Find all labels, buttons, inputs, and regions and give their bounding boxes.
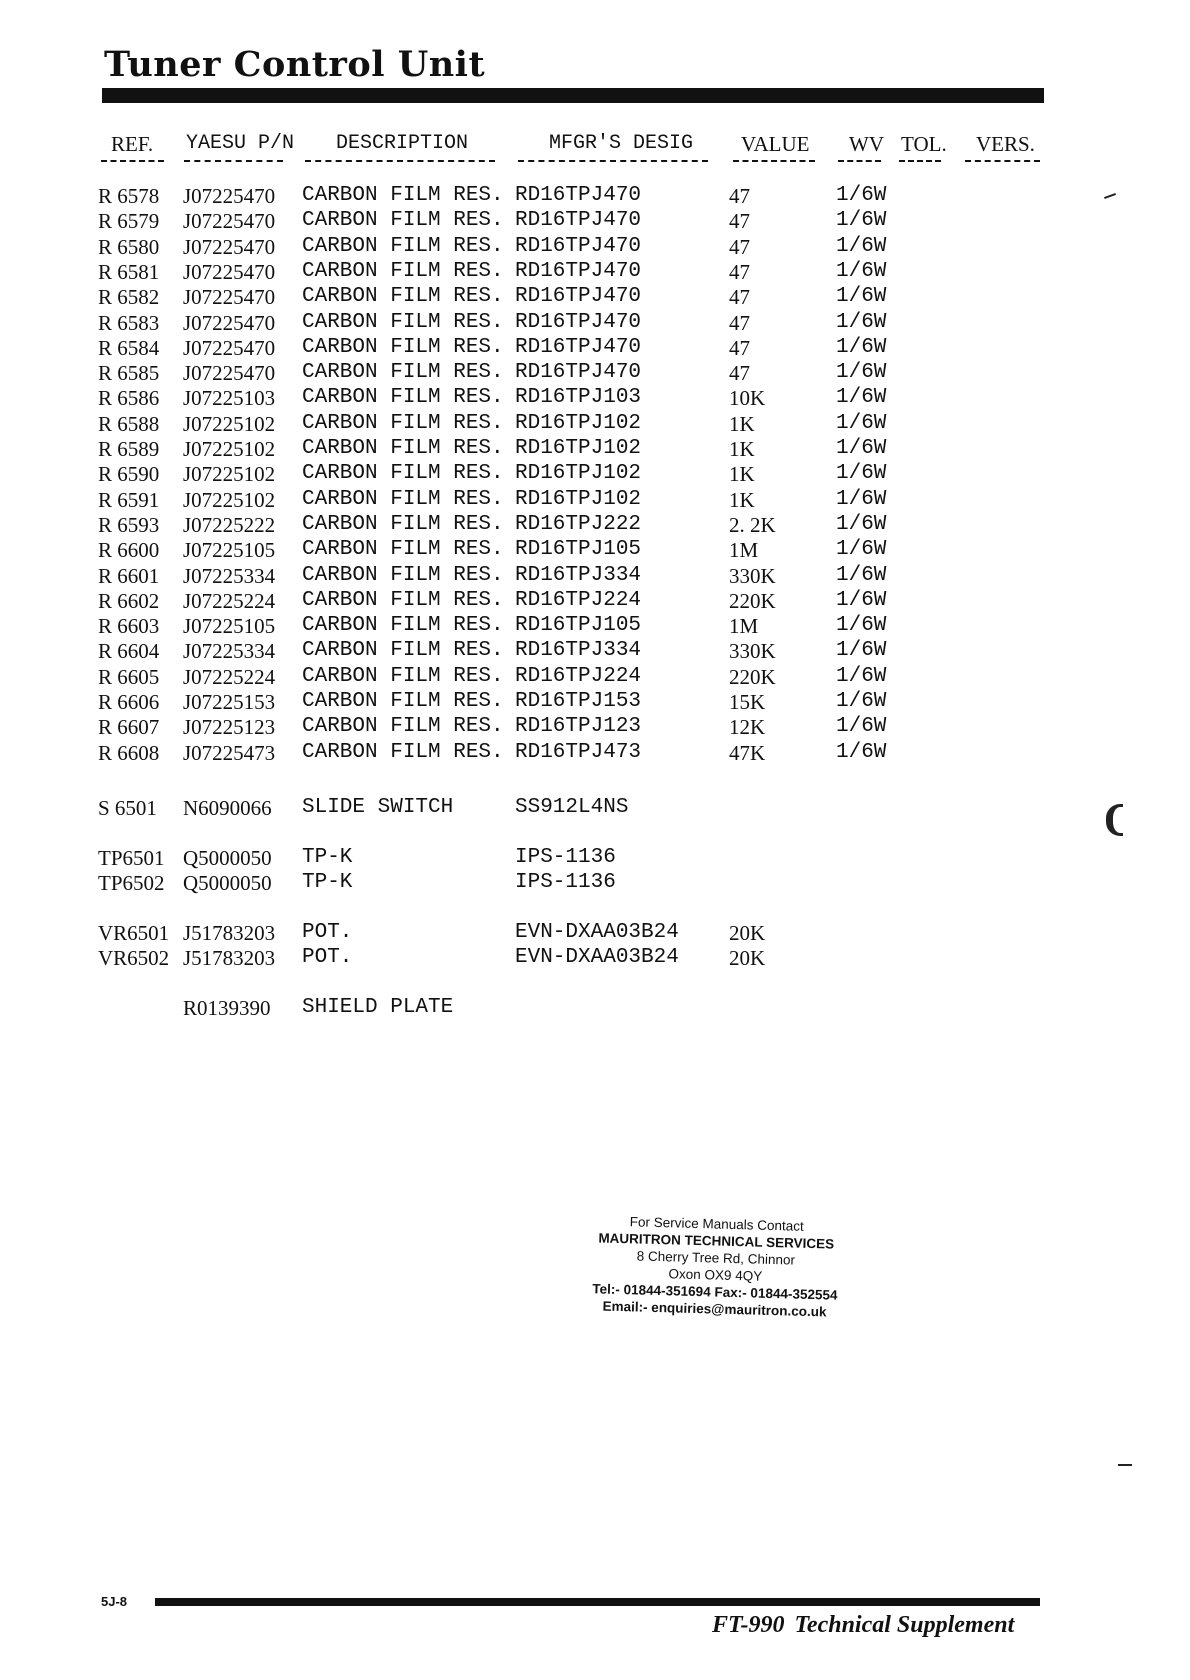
- header-underline: [838, 160, 881, 164]
- cell-mfgr-designation: RD16TPJ153: [515, 690, 642, 713]
- cell-value: 10K: [729, 386, 766, 411]
- cell-description: CARBON FILM RES.: [302, 588, 504, 612]
- cell-part-number: J07225470: [183, 209, 276, 234]
- cell-wattage: 1/6W: [836, 411, 887, 435]
- cell-value: 47: [729, 234, 750, 259]
- cell-ref: R 6580: [98, 234, 160, 259]
- cell-value: 20K: [729, 946, 766, 970]
- cell-part-number: J07225153: [183, 690, 276, 714]
- cell-value: 2. 2K: [729, 512, 776, 537]
- cell-part-number: J07225105: [183, 614, 276, 639]
- table-row: [0, 846, 1190, 872]
- cell-part-number: J51783203: [183, 921, 276, 945]
- header-underline: [965, 160, 1040, 164]
- cell-description: CARBON FILM RES.: [302, 310, 504, 334]
- cell-ref: R 6607: [98, 715, 160, 740]
- table-row: [0, 260, 1190, 286]
- cell-description: TP-K: [302, 846, 353, 869]
- cell-wattage: 1/6W: [836, 690, 887, 713]
- cell-mfgr-designation: RD16TPJ334: [515, 563, 642, 587]
- cell-ref: R 6581: [98, 259, 160, 284]
- table-row: [0, 462, 1190, 488]
- cell-mfgr-designation: RD16TPJ470: [515, 259, 642, 283]
- cell-ref: R 6602: [98, 588, 160, 613]
- header-tol: TOL.: [901, 132, 947, 156]
- cell-mfgr-designation: RD16TPJ470: [515, 335, 642, 359]
- cell-ref: TP6501: [98, 846, 165, 870]
- cell-value: 15K: [729, 690, 766, 714]
- table-row: [0, 921, 1190, 947]
- cell-part-number: J07225334: [183, 639, 276, 664]
- cell-value: 47: [729, 259, 750, 284]
- cell-ref: R 6578: [98, 184, 160, 208]
- header-underline: [733, 160, 815, 164]
- cell-part-number: J07225470: [183, 259, 276, 284]
- footer-supplement: Technical Supplement: [794, 1612, 1015, 1638]
- cell-ref: R 6579: [98, 209, 160, 234]
- cell-mfgr-designation: RD16TPJ102: [515, 462, 642, 486]
- cell-ref: VR6502: [98, 946, 170, 970]
- table-row: [0, 741, 1190, 767]
- cell-value: 220K: [729, 664, 776, 689]
- page-number: 5J-8: [101, 1594, 128, 1609]
- table-row: [0, 996, 1190, 1022]
- cell-mfgr-designation: RD16TPJ470: [515, 184, 642, 207]
- cell-description: CARBON FILM RES.: [302, 690, 504, 713]
- cell-wattage: 1/6W: [836, 538, 887, 562]
- cell-description: SLIDE SWITCH: [302, 796, 454, 819]
- cell-ref: R 6593: [98, 512, 160, 537]
- cell-part-number: J07225105: [183, 538, 276, 563]
- table-row: [0, 184, 1190, 210]
- cell-description: CARBON FILM RES.: [302, 209, 504, 233]
- table-row: [0, 513, 1190, 539]
- table-row: [0, 285, 1190, 311]
- cell-part-number: N6090066: [183, 796, 272, 820]
- cell-wattage: 1/6W: [836, 259, 887, 283]
- cell-part-number: J51783203: [183, 946, 276, 970]
- cell-mfgr-designation: SS912L4NS: [515, 796, 629, 819]
- cell-part-number: J07225470: [183, 335, 276, 360]
- cell-part-number: R0139390: [183, 996, 271, 1020]
- table-row: [0, 796, 1190, 822]
- table-row: [0, 665, 1190, 691]
- cell-part-number: J07225334: [183, 563, 276, 588]
- table-row: [0, 871, 1190, 897]
- cell-ref: R 6590: [98, 462, 160, 487]
- header-vers: VERS.: [976, 132, 1035, 156]
- cell-part-number: J07225224: [183, 664, 276, 689]
- table-row: [0, 386, 1190, 412]
- contact-email: Email:- enquiries@mauritron.co.uk: [602, 1298, 827, 1320]
- cell-mfgr-designation: RD16TPJ102: [515, 411, 642, 435]
- cell-description: CARBON FILM RES.: [302, 639, 504, 663]
- table-row: [0, 209, 1190, 235]
- cell-description: CARBON FILM RES.: [302, 437, 504, 460]
- cell-description: CARBON FILM RES.: [302, 285, 504, 309]
- cell-mfgr-designation: RD16TPJ222: [515, 512, 642, 536]
- scan-mark: [1106, 804, 1123, 836]
- contact-line: For Service Manuals Contact: [629, 1214, 804, 1234]
- cell-value: 47: [729, 335, 750, 360]
- cell-wattage: 1/6W: [836, 740, 887, 764]
- cell-description: CARBON FILM RES.: [302, 740, 504, 764]
- table-row: [0, 614, 1190, 640]
- cell-description: CARBON FILM RES.: [302, 614, 504, 638]
- cell-value: 330K: [729, 639, 776, 664]
- header-desc: DESCRIPTION: [336, 132, 469, 155]
- table-row: [0, 437, 1190, 463]
- header-underline: [184, 160, 283, 164]
- cell-description: POT.: [302, 921, 353, 944]
- table-row: [0, 412, 1190, 438]
- header-underline: [305, 160, 495, 164]
- contact-line: 8 Cherry Tree Rd, Chinnor: [636, 1248, 796, 1268]
- cell-part-number: J07225102: [183, 487, 276, 512]
- cell-wattage: 1/6W: [836, 639, 887, 663]
- cell-description: CARBON FILM RES.: [302, 411, 504, 435]
- cell-wattage: 1/6W: [836, 487, 887, 511]
- cell-value: 12K: [729, 715, 766, 740]
- cell-ref: R 6586: [98, 386, 160, 411]
- cell-wattage: 1/6W: [836, 614, 887, 638]
- header-mfgr: MFGR'S DESIG: [549, 132, 694, 155]
- cell-wattage: 1/6W: [836, 715, 887, 739]
- cell-part-number: Q5000050: [183, 871, 272, 895]
- cell-description: POT.: [302, 946, 353, 969]
- cell-part-number: J07225102: [183, 411, 276, 436]
- cell-part-number: J07225470: [183, 361, 276, 386]
- cell-mfgr-designation: RD16TPJ103: [515, 386, 642, 410]
- cell-wattage: 1/6W: [836, 588, 887, 612]
- cell-description: CARBON FILM RES.: [302, 512, 504, 536]
- table-row: [0, 311, 1190, 337]
- cell-part-number: J07225224: [183, 588, 276, 613]
- table-row: [0, 690, 1190, 716]
- cell-mfgr-designation: IPS-1136: [515, 846, 616, 869]
- cell-mfgr-designation: RD16TPJ224: [515, 588, 642, 612]
- cell-mfgr-designation: RD16TPJ470: [515, 285, 642, 309]
- cell-wattage: 1/6W: [836, 361, 887, 385]
- cell-value: 1K: [729, 462, 755, 487]
- cell-mfgr-designation: RD16TPJ105: [515, 538, 642, 562]
- cell-ref: R 6604: [98, 639, 160, 664]
- page-title: Tuner Control Unit: [104, 44, 486, 85]
- cell-wattage: 1/6W: [836, 335, 887, 359]
- cell-part-number: J07225102: [183, 437, 276, 461]
- cell-ref: R 6585: [98, 361, 160, 386]
- cell-mfgr-designation: RD16TPJ105: [515, 614, 642, 638]
- cell-ref: R 6603: [98, 614, 160, 639]
- cell-description: CARBON FILM RES.: [302, 184, 504, 207]
- title-rule: [102, 88, 1044, 103]
- cell-mfgr-designation: RD16TPJ473: [515, 740, 642, 764]
- cell-ref: R 6608: [98, 740, 160, 765]
- footer-rule: [155, 1598, 1040, 1606]
- cell-value: 330K: [729, 563, 776, 588]
- cell-description: CARBON FILM RES.: [302, 563, 504, 587]
- cell-part-number: J07225102: [183, 462, 276, 487]
- cell-value: 220K: [729, 588, 776, 613]
- cell-part-number: J07225473: [183, 740, 276, 765]
- table-row: [0, 715, 1190, 741]
- cell-description: TP-K: [302, 871, 353, 894]
- cell-value: 47: [729, 184, 750, 208]
- cell-description: CARBON FILM RES.: [302, 335, 504, 359]
- cell-value: 1K: [729, 437, 755, 461]
- table-row: [0, 488, 1190, 514]
- header-underline: [899, 160, 941, 164]
- cell-mfgr-designation: EVN-DXAA03B24: [515, 921, 679, 944]
- cell-ref: TP6502: [98, 871, 165, 895]
- footer-title: [712, 1612, 1014, 1639]
- scan-mark: [1118, 1464, 1132, 1466]
- cell-description: CARBON FILM RES.: [302, 386, 504, 410]
- cell-value: 47: [729, 285, 750, 310]
- cell-ref: R 6589: [98, 437, 160, 461]
- cell-description: CARBON FILM RES.: [302, 487, 504, 511]
- cell-ref: VR6501: [98, 921, 170, 945]
- header-underline: [518, 160, 708, 164]
- table-row: [0, 538, 1190, 564]
- cell-ref: R 6583: [98, 310, 160, 335]
- cell-mfgr-designation: RD16TPJ123: [515, 715, 642, 739]
- cell-part-number: J07225470: [183, 310, 276, 335]
- cell-ref: R 6582: [98, 285, 160, 310]
- cell-part-number: Q5000050: [183, 846, 272, 870]
- cell-mfgr-designation: RD16TPJ470: [515, 310, 642, 334]
- cell-value: 47: [729, 310, 750, 335]
- header-underline: [101, 160, 164, 164]
- cell-value: 1M: [729, 538, 759, 563]
- table-row: [0, 589, 1190, 615]
- cell-ref: R 6601: [98, 563, 160, 588]
- cell-ref: R 6588: [98, 411, 160, 436]
- cell-mfgr-designation: IPS-1136: [515, 871, 616, 894]
- cell-part-number: J07225222: [183, 512, 276, 537]
- table-row: [0, 235, 1190, 261]
- cell-mfgr-designation: EVN-DXAA03B24: [515, 946, 679, 969]
- cell-wattage: 1/6W: [836, 184, 887, 207]
- cell-value: 47: [729, 361, 750, 386]
- cell-description: CARBON FILM RES.: [302, 361, 504, 385]
- cell-mfgr-designation: RD16TPJ470: [515, 209, 642, 233]
- header-wv: WV: [849, 132, 884, 156]
- contact-company: MAURITRON TECHNICAL SERVICES: [598, 1230, 835, 1252]
- cell-description: CARBON FILM RES.: [302, 259, 504, 283]
- cell-ref: R 6584: [98, 335, 160, 360]
- service-contact: [579, 1212, 852, 1321]
- cell-mfgr-designation: RD16TPJ334: [515, 639, 642, 663]
- cell-wattage: 1/6W: [836, 437, 887, 460]
- cell-part-number: J07225103: [183, 386, 276, 411]
- cell-value: 1M: [729, 614, 759, 639]
- header-ref: REF.: [111, 132, 154, 156]
- cell-mfgr-designation: RD16TPJ224: [515, 664, 642, 688]
- cell-description: CARBON FILM RES.: [302, 234, 504, 258]
- cell-part-number: J07225470: [183, 184, 276, 208]
- cell-description: SHIELD PLATE: [302, 996, 454, 1019]
- cell-wattage: 1/6W: [836, 386, 887, 410]
- cell-description: CARBON FILM RES.: [302, 715, 504, 739]
- contact-phone: Tel:- 01844-351694 Fax:- 01844-352554: [592, 1281, 838, 1303]
- cell-wattage: 1/6W: [836, 310, 887, 334]
- cell-value: 47: [729, 209, 750, 234]
- cell-wattage: 1/6W: [836, 563, 887, 587]
- cell-wattage: 1/6W: [836, 209, 887, 233]
- cell-value: 1K: [729, 411, 755, 436]
- cell-ref: R 6600: [98, 538, 160, 563]
- cell-mfgr-designation: RD16TPJ102: [515, 487, 642, 511]
- cell-wattage: 1/6W: [836, 512, 887, 536]
- table-row: [0, 361, 1190, 387]
- cell-wattage: 1/6W: [836, 462, 887, 486]
- table-row: [0, 336, 1190, 362]
- cell-value: 47K: [729, 740, 766, 765]
- cell-part-number: J07225470: [183, 234, 276, 259]
- cell-ref: R 6591: [98, 487, 160, 512]
- cell-ref: S 6501: [98, 796, 157, 820]
- table-row: [0, 639, 1190, 665]
- cell-description: CARBON FILM RES.: [302, 462, 504, 486]
- cell-mfgr-designation: RD16TPJ102: [515, 437, 642, 460]
- cell-description: CARBON FILM RES.: [302, 538, 504, 562]
- table-row: [0, 564, 1190, 590]
- cell-wattage: 1/6W: [836, 234, 887, 258]
- header-value: VALUE: [741, 132, 810, 156]
- contact-line: Oxon OX9 4QY: [668, 1266, 763, 1284]
- cell-description: CARBON FILM RES.: [302, 664, 504, 688]
- cell-wattage: 1/6W: [836, 285, 887, 309]
- cell-part-number: J07225123: [183, 715, 276, 740]
- cell-wattage: 1/6W: [836, 664, 887, 688]
- cell-value: 1K: [729, 487, 755, 512]
- cell-part-number: J07225470: [183, 285, 276, 310]
- cell-mfgr-designation: RD16TPJ470: [515, 234, 642, 258]
- cell-ref: R 6605: [98, 664, 160, 689]
- cell-mfgr-designation: RD16TPJ470: [515, 361, 642, 385]
- footer-model: FT-990: [712, 1612, 785, 1638]
- header-pn: YAESU P/N: [186, 132, 295, 155]
- cell-value: 20K: [729, 921, 766, 945]
- cell-ref: R 6606: [98, 690, 160, 714]
- table-row: [0, 946, 1190, 972]
